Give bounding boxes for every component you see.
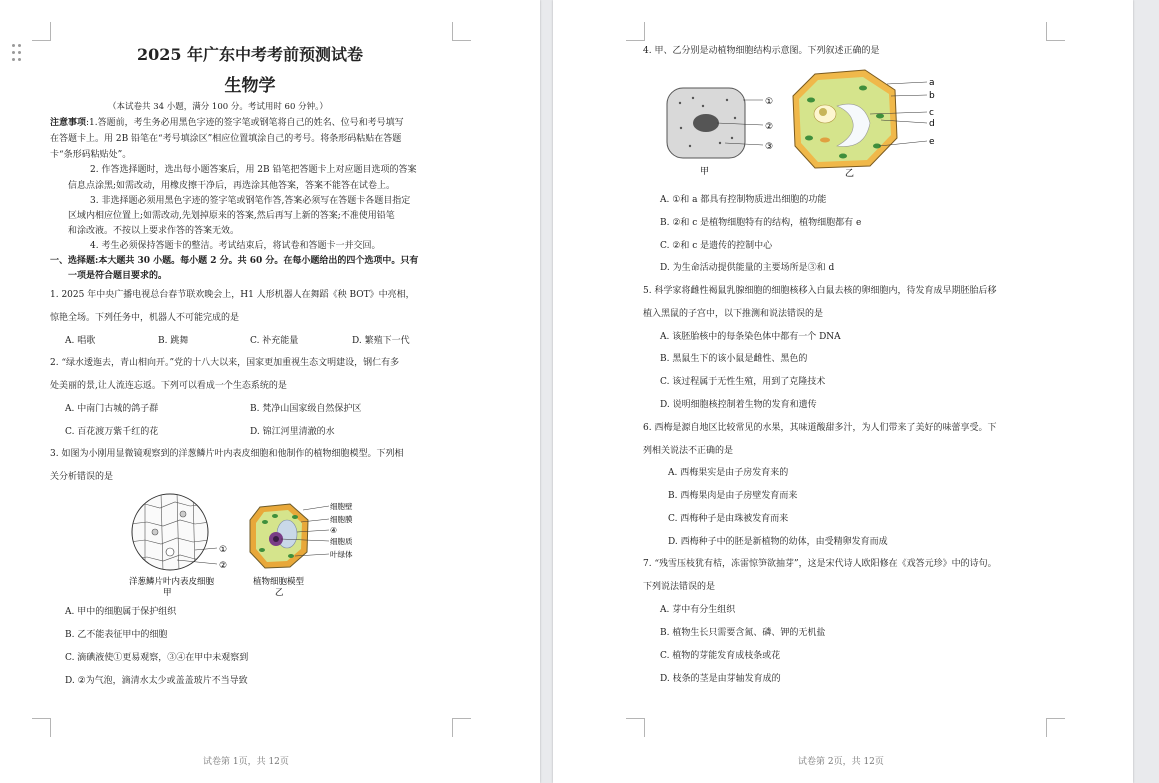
question-6-option-d: D. 西梅种子中的胚是新植物的幼体，由受精卵发育而成 [668, 537, 888, 547]
label-a: a [929, 78, 935, 88]
notice-line: 2. 作答选择题时，选出每小题答案后，用 2B 铅笔把答题卡上对应题目选项的答案 [90, 165, 417, 175]
question-5-stem: 5. 科学家将雌性褐鼠乳腺细胞的细胞核移入白鼠去核的卵细胞内，待发育成早期胚胎后移 [643, 286, 997, 296]
mark-2: ② [765, 122, 774, 132]
notice-line: 区域内相应位置上;如需改动,先划掉原来的答案,然后再写上新的答案;不准使用铅笔 [68, 211, 395, 221]
question-1-option-a: A. 唱歌 [65, 336, 96, 346]
page-2 [553, 0, 1133, 783]
margin-corner-mark [32, 22, 51, 41]
label-d: d [929, 119, 935, 129]
question-1-option-c: C. 补充能量 [250, 336, 299, 346]
question-3-option-c: C. 滴碘液使①更易观察，③④在甲中未观察到 [65, 653, 249, 663]
question-5-stem: 植入黑鼠的子宫中，以下推测和说法错误的是 [643, 309, 824, 319]
question-1-option-d: D. 繁殖下一代 [352, 336, 410, 346]
question-6-option-c: C. 西梅种子是由珠被发育而来 [668, 514, 789, 524]
question-1-stem: 惊艳全场。下列任务中，机器人不可能完成的是 [50, 313, 240, 323]
notice-line: 卡“条形码粘贴处”。 [50, 150, 132, 160]
notice-line: 在答题卡上。用 2B 铅笔在“考号填涂区”相应位置填涂自己的考号。将条形码粘贴在答题 [50, 134, 402, 144]
notice-line: 4. 考生必须保持答题卡的整洁。考试结束后，将试卷和答题卡一并交回。 [90, 241, 381, 251]
question-4-option-b: B. ②和 c 是植物细胞特有的结构，植物细胞都有 e [660, 218, 862, 228]
margin-corner-mark [1046, 22, 1065, 41]
label-b: b [929, 91, 935, 101]
notice-line: 信息点涂黑;如需改动，用橡皮擦干净后，再选涂其他答案，答案不能答在试卷上。 [68, 181, 396, 191]
margin-corner-mark [626, 718, 645, 737]
figure-caption-jia: 洋葱鳞片叶内表皮细胞 [129, 577, 215, 587]
question-7-stem: 7. “残雪压枝犹有桔，冻雷惊笋欲抽芽”，这是宋代诗人欧阳修在《戏答元珍》中的诗句。 [643, 559, 997, 569]
margin-corner-mark [452, 22, 471, 41]
label-chloroplast: 叶绿体 [330, 550, 353, 559]
exam-title: 2025 年广东中考考前预测试卷 [136, 45, 364, 64]
margin-corner-mark [1046, 718, 1065, 737]
subject-title: 生物学 [224, 76, 276, 96]
question-7-option-d: D. 枝条的茎是由芽轴发育成的 [660, 674, 781, 684]
notice-line: 和涂改液。不按以上要求作答的答案无效。 [68, 226, 240, 236]
question-1-option-b: B. 跳舞 [158, 336, 189, 346]
question-7-option-b: B. 植物生长只需要含氮、磷、钾的无机盐 [660, 628, 826, 638]
question-2-option-a: A. 中南门古城的鸽子群 [65, 404, 159, 414]
question-4-option-d: D. 为生命活动提供能量的主要场所是③和 d [660, 263, 835, 273]
margin-corner-mark [32, 718, 51, 737]
question-6-stem: 列相关说法不正确的是 [643, 446, 734, 456]
mark-1: ① [765, 97, 774, 107]
label-e: e [929, 137, 935, 147]
question-5-option-a: A. 该胚胎核中的每条染色体中都有一个 DNA [660, 332, 841, 342]
notice-line: 3. 非选择题必须用黑色字迹的签字笔或钢笔作答,答案必须写在答题卡各题目指定 [90, 196, 411, 206]
label-cell-wall: 细胞壁 [330, 502, 353, 511]
question-2-option-b: B. 梵净山国家级自然保护区 [250, 404, 362, 414]
section-heading: 一项是符合题目要求的。 [68, 271, 168, 281]
question-7-stem: 下列说法错误的是 [643, 582, 716, 592]
question-3-stem: 关分析错误的是 [50, 472, 114, 482]
question-2-stem: 处美丽的景,让人流连忘返。下列可以看成一个生态系统的是 [50, 381, 287, 391]
mark-1: ① [219, 545, 228, 555]
question-4-figure [665, 68, 955, 180]
question-3-option-a: A. 甲中的细胞属于保护组织 [65, 607, 177, 617]
mark-2: ② [219, 561, 228, 571]
question-3-figure [125, 492, 375, 598]
question-1-stem: 1. 2025 年中央广播电视总台春节联欢晚会上，H1 人形机器人在舞蹈《秧 BOT》中亮相， [50, 290, 415, 300]
question-5-option-c: C. 该过程属于无性生殖，用到了克隆技术 [660, 377, 826, 387]
margin-corner-mark [452, 718, 471, 737]
figure-label-yi: 乙 [275, 588, 284, 598]
label-c: c [929, 108, 934, 118]
question-7-option-c: C. 植物的芽能发育成枝条或花 [660, 651, 781, 661]
margin-corner-mark [626, 22, 645, 41]
question-7-option-a: A. 芽中有分生组织 [660, 605, 736, 615]
question-3-option-b: B. 乙不能表征甲中的细胞 [65, 630, 168, 640]
question-6-stem: 6. 西梅是源自地区比较常见的水果，其味道酸甜多汁，为人们带来了美好的味蕾享受。下 [643, 423, 997, 433]
figure-label-yi: 乙 [845, 169, 855, 179]
figure-label-jia: 甲 [700, 167, 710, 177]
question-2-stem: 2. “绿水逶迤去，青山相向开。”党的十八大以来，国家更加重视生态文明建设，钢仁有多 [50, 358, 400, 368]
question-4-stem: 4. 甲、乙分别是动植物细胞结构示意图。下列叙述正确的是 [643, 46, 880, 56]
question-4-option-a: A. ①和 a 都具有控制物质进出细胞的功能 [660, 195, 827, 205]
mark-3: ③ [765, 142, 774, 152]
question-6-option-b: B. 西梅果肉是由子房壁发育而来 [668, 491, 798, 501]
question-4-option-c: C. ②和 c 是遗传的控制中心 [660, 241, 773, 251]
notice-line: 注意事项:1.答题前，考生务必用黑色字迹的签字笔或钢笔将自己的姓名、位号和考号填写 [50, 118, 404, 128]
question-2-option-d: D. 锦江河里清澈的水 [250, 427, 335, 437]
question-3-stem: 3. 如图为小刚用显微镜观察到的洋葱鳞片叶内表皮细胞和他制作的植物细胞模型。下列相 [50, 449, 404, 459]
question-6-option-a: A. 西梅果实是由子房发育来的 [668, 468, 789, 478]
label-cytoplasm: 细胞质 [330, 537, 353, 546]
page-footer: 试卷第 2页，共 12页 [798, 757, 884, 767]
question-5-option-b: B. 黑鼠生下的该小鼠是雌性、黑色的 [660, 354, 808, 364]
section-heading: 一、选择题:本大题共 30 小题。每小题 2 分。共 60 分。在每小题给出的四个选项中。只有 [50, 256, 419, 266]
page-footer: 试卷第 1页，共 12页 [203, 757, 289, 767]
mark-4: ④ [330, 526, 338, 535]
question-3-option-d: D. ②为气泡，滴清水太少或盖盖玻片不当导致 [65, 676, 248, 686]
page-1 [0, 0, 540, 783]
label-cell-membrane: 细胞膜 [330, 515, 353, 524]
question-2-option-c: C. 百花渡万紫千红的花 [65, 427, 159, 437]
exam-info: （本试卷共 34 小题，满分 100 分。考试用时 60 分钟。） [108, 102, 328, 112]
figure-label-jia: 甲 [163, 588, 172, 598]
figure-caption-yi: 植物细胞模型 [253, 577, 305, 587]
question-5-option-d: D. 说明细胞核控制着生物的发育和遗传 [660, 400, 817, 410]
notice-label: 注意事项 [50, 118, 87, 128]
